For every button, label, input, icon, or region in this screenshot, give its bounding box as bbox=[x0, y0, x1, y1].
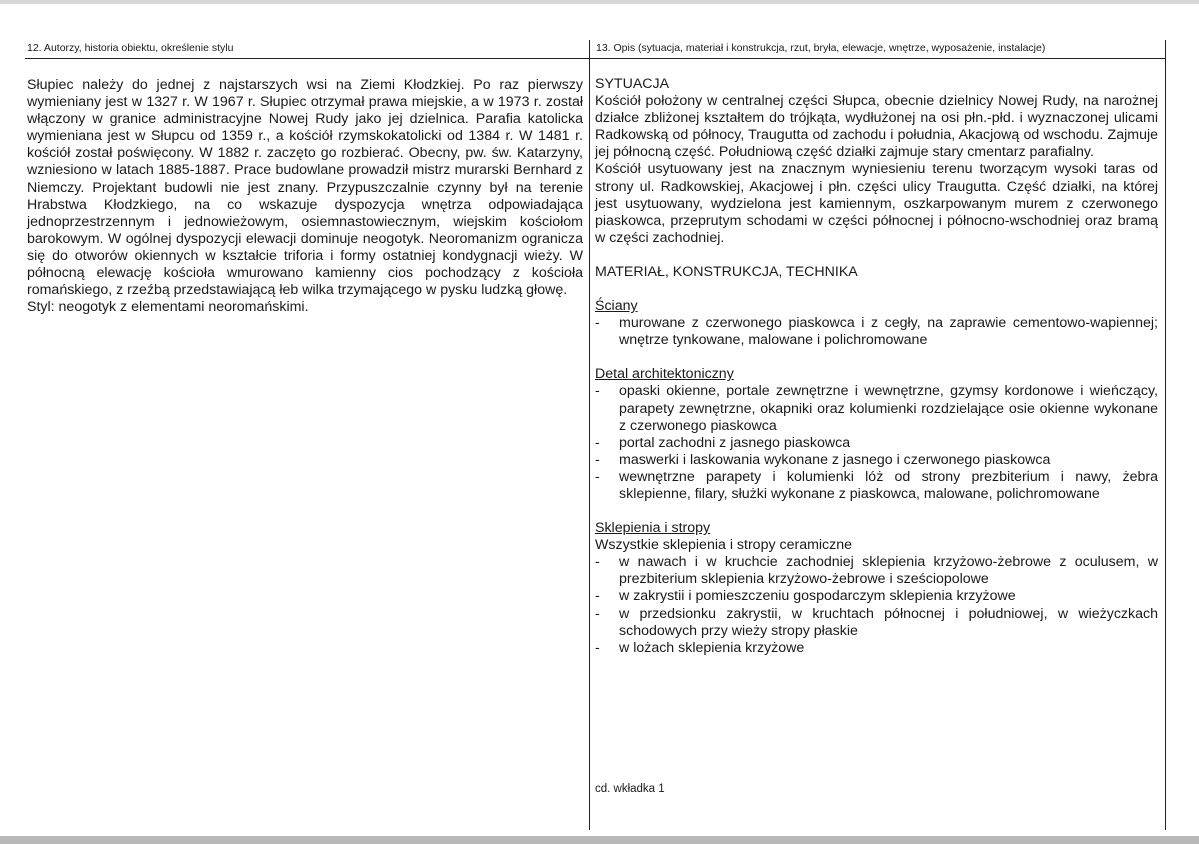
vaults-list bbox=[595, 554, 1158, 657]
header-right: 13. Opis (sytuacja, materiał i konstrukcja, rzut, bryła, elewacje, wnętrze, wyposażenie, instalacje) bbox=[596, 42, 1046, 54]
detail-title: Detal architektoniczny bbox=[595, 366, 734, 383]
material-title: MATERIAŁ, KONSTRUKCJA, TECHNIKA bbox=[595, 263, 858, 280]
list-item: - wewnętrzne parapety i kolumienki lóż od strony prezbiterium i nawy, żebra sklepienne, filary, służki wykonane z piaskowca, malowane, polichromowane bbox=[595, 468, 1158, 502]
left-column bbox=[27, 77, 583, 316]
form-page bbox=[25, 40, 1166, 830]
list-item: - murowane z czerwonego piaskowca i z cegły, na zaprawie cementowo-wapiennej; wnętrze tynkowane, malowane i polichromowane bbox=[595, 315, 1158, 349]
situation-title: SYTUACJA bbox=[595, 76, 670, 92]
list-item: - portal zachodni z jasnego piaskowca bbox=[595, 434, 851, 451]
list-item: - w zakrystii i pomieszczeniu gospodarczym sklepienia krzyżowe bbox=[595, 588, 1016, 605]
scan-edge-bottom bbox=[0, 836, 1199, 844]
situation-paragraph-2: Kościół usytuowany jest na znacznym wyniesieniu terenu tworzącym wysoki taras od strony ul. Radkowskiej, Akacjowej i płn. części ulicy Traugutta. Część działki, na której jest usytuowany, wydzielona jest kamiennym, oszkarpowanym murem z czerwonego piaskowca, przeprutym schodami w części północnej i północno-wschodniej oraz bramą w części zachodniej. bbox=[595, 161, 1158, 246]
list-item: - maswerki i laskowania wykonane z jasnego i czerwonego piaskowca bbox=[595, 451, 1051, 468]
list-item: - w nawach i w kruchcie zachodniej sklepienia krzyżowo-żebrowe z oculusem, w prezbiterium sklepienia krzyżowo-żebrowe i sześciopolowe bbox=[595, 554, 1158, 588]
scan-edge-top bbox=[0, 0, 1199, 4]
continuation-note: cd. wkładka 1 bbox=[595, 783, 665, 795]
style-line: Styl: neogotyk z elementami neoromańskimi. bbox=[27, 299, 309, 316]
list-item: - w lożach sklepienia krzyżowe bbox=[595, 639, 805, 656]
vaults-title: Sklepienia i stropy bbox=[595, 520, 711, 537]
list-item: - opaski okienne, portale zewnętrzne i wewnętrzne, gzymsy kordonowe i wieńczący, parapety zewnętrzne, okapniki oraz kolumienki rozdzielające osie okienne wykonane z czerwonego piaskowca bbox=[595, 383, 1158, 434]
list-item: - w przedsionku zakrystii, w kruchtach północnej i południowej, w wieżyczkach schodowych przy wieży stropy płaskie bbox=[595, 605, 1158, 639]
detail-list bbox=[595, 383, 1158, 503]
situation-paragraph-1: Kościół położony w centralnej części Słupca, obecnie dzielnicy Nowej Rudy, na narożnej działce zbliżonej kształtem do trójkąta, wydłużonej na osi płn.-płd. i wyznaczonej ulicami Radkowską od północy, Traugutta od zachodu i południa, Akacjową od wschodu. Zajmuje jej północną część. Południową część działki zajmuje stary cmentarz parafialny. bbox=[595, 93, 1158, 161]
right-column bbox=[595, 76, 1158, 657]
header-rule bbox=[25, 58, 1165, 59]
column-divider bbox=[589, 40, 590, 830]
history-paragraph: Słupiec należy do jednej z najstarszych wsi na Ziemi Kłodzkiej. Po raz pierwszy wymieniany jest w 1327 r. W 1967 r. Słupiec otrzymał prawa miejskie, a w 1973 r. został włączony w granice administracyjne Nowej Rudy jako jej dzielnica. Parafia katolicka wymieniana jest w Słupcu od 1359 r., a kościół rzymskokatolicki od 1384 r. W 1481 r. kościół został poświęcony. W 1882 r. zaczęto go rozbierać. Obecny, pw. św. Katarzyny, wzniesiono w latach 1885-1887. Prace budowlane prowadził mistrz murarski Bernhard z Niemczy. Projektant budowli nie jest znany. Przypuszczalnie czynny był na terenie Hrabstwa Kłodzkiego, na co wskazuje dyspozycja wnętrza odpowiadająca jednoprzestrzennym i jednowieżowym, osiemnastowiecznym, wiejskim kościołom barokowym. W ogólnej dyspozycji elewacji dominuje neogotyk. Neoromanizm ogranicza się do otworów okiennych w kształcie triforia i formy ostatniej kondygnacji wieży. W północną elewację kościoła wmurowano kamienny cios pochodzący z kościoła romańskiego, z rzeźbą przedstawiającą łeb wilka trzymającego w pysku ludzką głowę. bbox=[27, 77, 583, 299]
walls-list bbox=[595, 315, 1158, 349]
header-left: 12. Autorzy, historia obiektu, określenie stylu bbox=[27, 42, 234, 54]
vaults-intro: Wszystkie sklepienia i stropy ceramiczne bbox=[595, 537, 853, 554]
walls-title: Ściany bbox=[595, 298, 638, 315]
